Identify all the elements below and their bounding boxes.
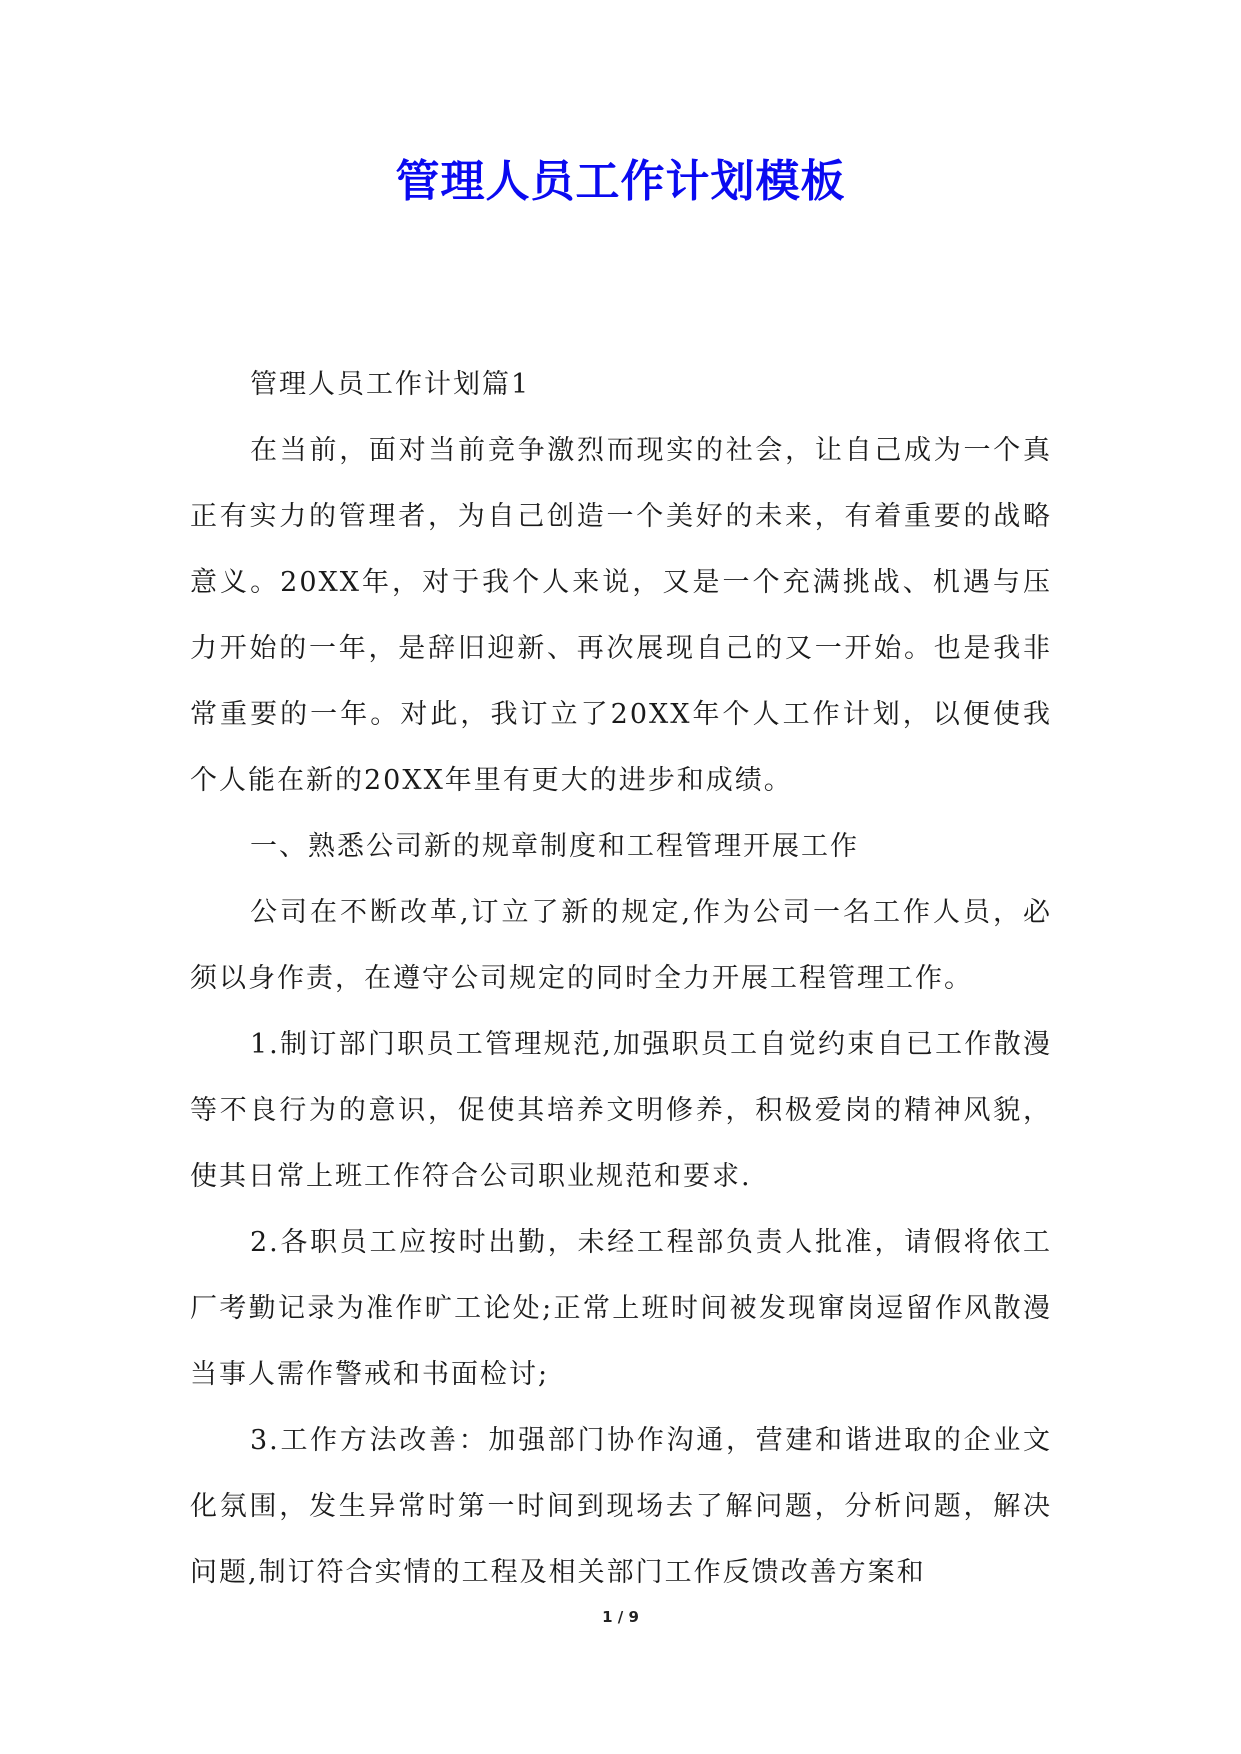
list-item: 3.工作方法改善：加强部门协作沟通，营建和谐进取的企业文化氛围，发生异常时第一时间到现场去了解问题，分析问题，解决问题,制订符合实情的工程及相关部门工作反馈改善方案和: [190, 1425, 1052, 1588]
paragraph: 公司在不断改革,订立了新的规定,作为公司一名工作人员，必须以身作责，在遵守公司规定的同时全力开展工程管理工作。: [190, 897, 1052, 994]
list-item: 1.制订部门职员工管理规范,加强职员工自觉约束自已工作散漫等不良行为的意识，促使其培养文明修养，积极爱岗的精神风貌，使其日常上班工作符合公司职业规范和要求.: [190, 1029, 1052, 1192]
page-number: 1 / 9: [602, 1608, 639, 1626]
paragraph: 在当前，面对当前竞争激烈而现实的社会，让自己成为一个真正有实力的管理者，为自己创造一个美好的未来，有着重要的战略意义。20XX年，对于我个人来说，又是一个充满挑战、机遇与压力开始的一年，是辞旧迎新、再次展现自己的又一开始。也是我非常重要的一年。对此，我订立了20XX年个人工作计划，以便使我个人能在新的20XX年里有更大的进步和成绩。: [190, 435, 1052, 796]
section-heading: 管理人员工作计划篇1: [250, 369, 531, 400]
document-title: 管理人员工作计划模板: [395, 156, 846, 207]
list-item: 2.各职员工应按时出勤，未经工程部负责人批准，请假将依工厂考勤记录为准作旷工论处;正常上班时间被发现窜岗逗留作风散漫当事人需作警戒和书面检讨;: [190, 1227, 1052, 1390]
document-body: [190, 352, 1052, 1606]
subsection-heading: 一、熟悉公司新的规章制度和工程管理开展工作: [250, 831, 859, 862]
